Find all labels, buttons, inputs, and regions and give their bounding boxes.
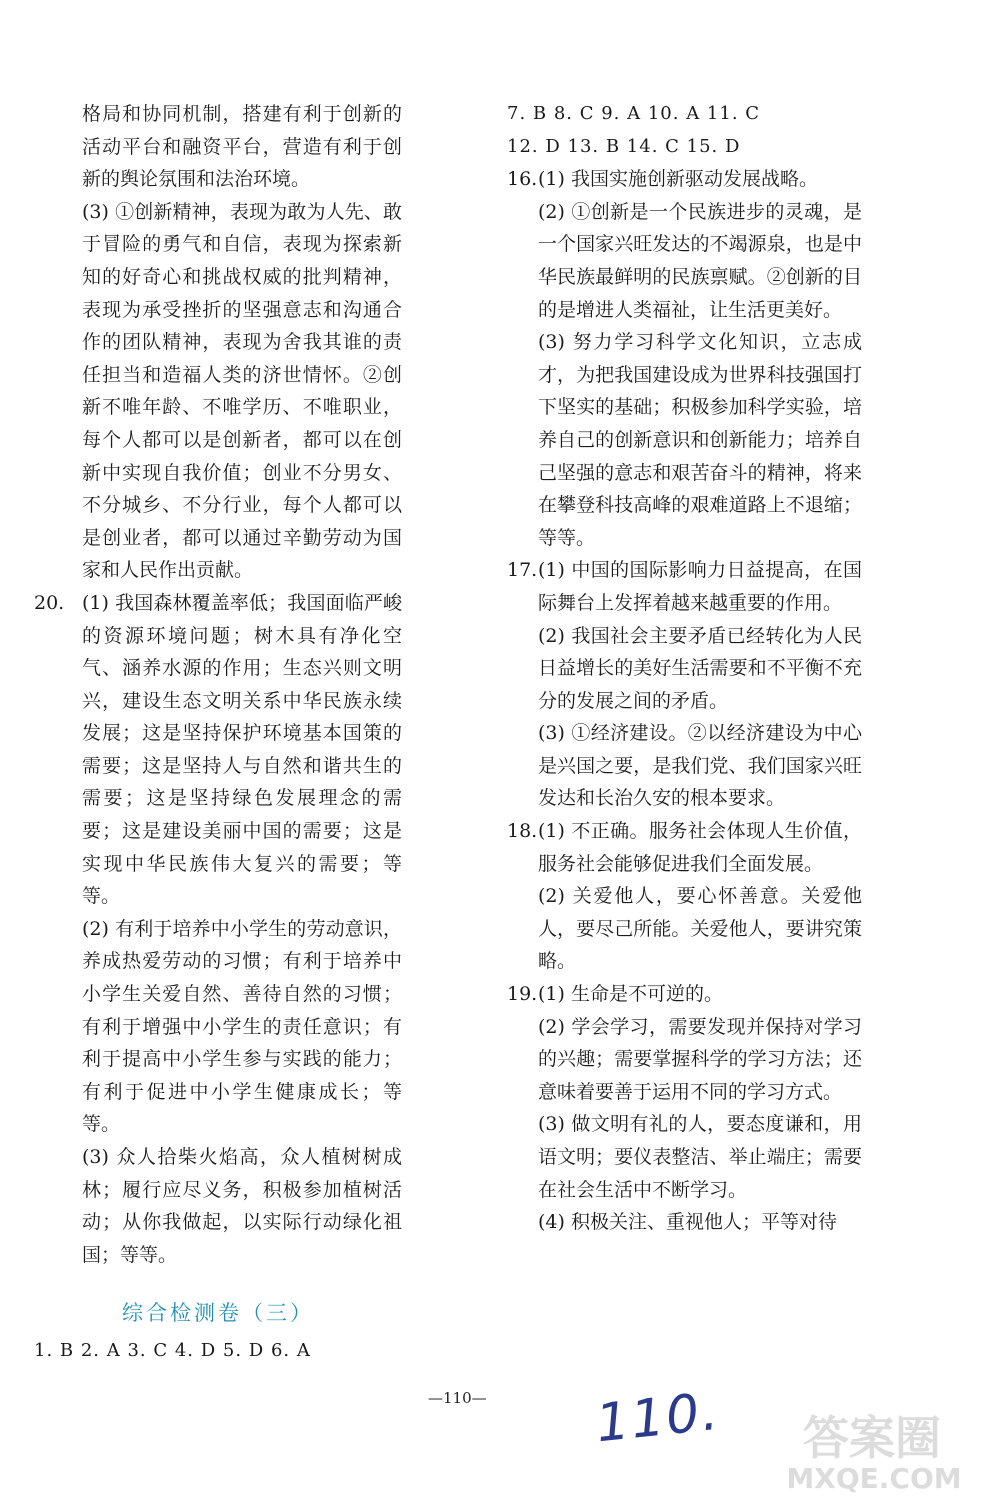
- answer-paragraph: (2) 我国社会主要矛盾已经转化为人民日益增长的美好生活需要和不平衡不充分的发展之间的矛盾。: [538, 624, 862, 712]
- watermark-logo: [754, 1402, 994, 1494]
- question-16: [507, 163, 862, 554]
- answer-paragraph: (2) ①创新是一个民族进步的灵魂，是一个国家兴旺发达的不竭源泉，也是中华民族最鲜明的民族禀赋。②创新的目的是增进人类福祉，让生活更美好。: [538, 200, 862, 321]
- answer-paragraph: (3) ①创新精神，表现为敢为人先、敢于冒险的勇气和自信，表现为探索新知的好奇心和挑战权威的批判精神，表现为承受挫折的坚强意志和沟通合作的团队精神，表现为舍我其谁的责任担当和造福人类的济世情怀。②创新不唯年龄、不唯学历、不唯职业，每个人都可以是创新者，都可以在创新中实现自我价值；创业不分男女、不分城乡、不分行业，每个人都可以是创业者，都可以通过辛勤劳动为国家和人民作出贡献。: [82, 200, 402, 582]
- answer-paragraph: (1) 我国实施创新驱动发展战略。: [538, 168, 818, 191]
- answer-paragraph: (1) 中国的国际影响力日益提高，在国际舞台上发挥着越来越重要的作用。: [538, 559, 862, 614]
- section-title: 综合检测卷（三）: [122, 1301, 314, 1326]
- answer-paragraph: (3) 做文明有礼的人，要态度谦和，用语文明；要仪表整洁、举止端庄；需要在社会生活中不断学习。: [538, 1113, 862, 1201]
- watermark-text-cn: 答案圈: [803, 1411, 941, 1465]
- answer-paragraph: (3) 众人拾柴火焰高，众人植树树成林；履行应尽义务，积极参加植树活动；从你我做起，以实际行动绿化祖国；等等。: [82, 1146, 402, 1266]
- handwritten-page-number: 110.: [593, 1381, 723, 1455]
- answer-paragraph: 格局和协同机制，搭建有利于创新的活动平台和融资平台，营造有利于创新的舆论氛围和法治环境。: [82, 103, 402, 191]
- answer-paragraph: (1) 生命是不可逆的。: [538, 983, 723, 1006]
- answer-paragraph: (2) 有利于培养中小学生的劳动意识，养成热爱劳动的习惯；有利于培养中小学生关爱自然、善待自然的习惯；有利于增强中小学生的责任意识；有利于提高中小学生参与实践的能力；有利于促进中小学生健康成长；等等。: [82, 917, 402, 1136]
- question-18: [507, 815, 862, 978]
- question-17: [507, 554, 862, 815]
- multiple-choice-answers: 7. B 8. C 9. A 10. A 11. C: [507, 103, 761, 124]
- left-column: [34, 98, 402, 1368]
- question-number: 17.: [507, 559, 538, 582]
- question-number: 18.: [507, 820, 538, 843]
- page-number: —110—: [428, 1389, 487, 1407]
- multiple-choice-answers: 1. B 2. A 3. C 4. D 5. D 6. A: [34, 1340, 311, 1362]
- multiple-choice-answers: 12. D 13. B 14. C 15. D: [507, 135, 741, 157]
- answer-paragraph: (1) 我国森林覆盖率低；我国面临严峻的资源环境问题；树木具有净化空气、涵养水源的作用；生态兴则文明兴，建设生态文明关系中华民族永续发展；这是坚持保护环境基本国策的需要；这是坚持人与自然和谐共生的需要；这是坚持绿色发展理念的需要；这是建设美丽中国的需要；这是实现中华民族伟大复兴的需要；等等。: [82, 591, 402, 908]
- question-number: 16.: [507, 168, 538, 191]
- answer-paragraph: (2) 学会学习，需要发现并保持对学习的兴趣；需要掌握科学的学习方法；还意味着要善于运用不同的学习方式。: [538, 1015, 862, 1103]
- answer-paragraph: (2) 关爱他人，要心怀善意。关爱他人，要尽己所能。关爱他人，要讲究策略。: [538, 885, 862, 973]
- question-20: [34, 587, 402, 1271]
- right-column: [507, 98, 862, 1239]
- question-number: 20.: [34, 591, 65, 614]
- answer-paragraph: (4) 积极关注、重视他人；平等对待: [538, 1211, 837, 1234]
- question-number: 19.: [507, 983, 538, 1006]
- answer-paragraph: (3) 努力学习科学文化知识，立志成才，为把我国建设成为世界科技强国打下坚实的基础；积极参加科学实验，培养自己的创新意识和创新能力；培养自己坚强的意志和艰苦奋斗的精神，将来在攀登科技高峰的艰难道路上不退缩；等等。: [538, 331, 862, 549]
- watermark-text-en: MXQE.COM: [786, 1462, 962, 1494]
- answer-paragraph: (3) ①经济建设。②以经济建设为中心是兴国之要，是我们党、我们国家兴旺发达和长治久安的根本要求。: [538, 722, 862, 810]
- question-19: [507, 978, 862, 1239]
- answer-paragraph: (1) 不正确。服务社会体现人生价值，服务社会能够促进我们全面发展。: [538, 820, 862, 875]
